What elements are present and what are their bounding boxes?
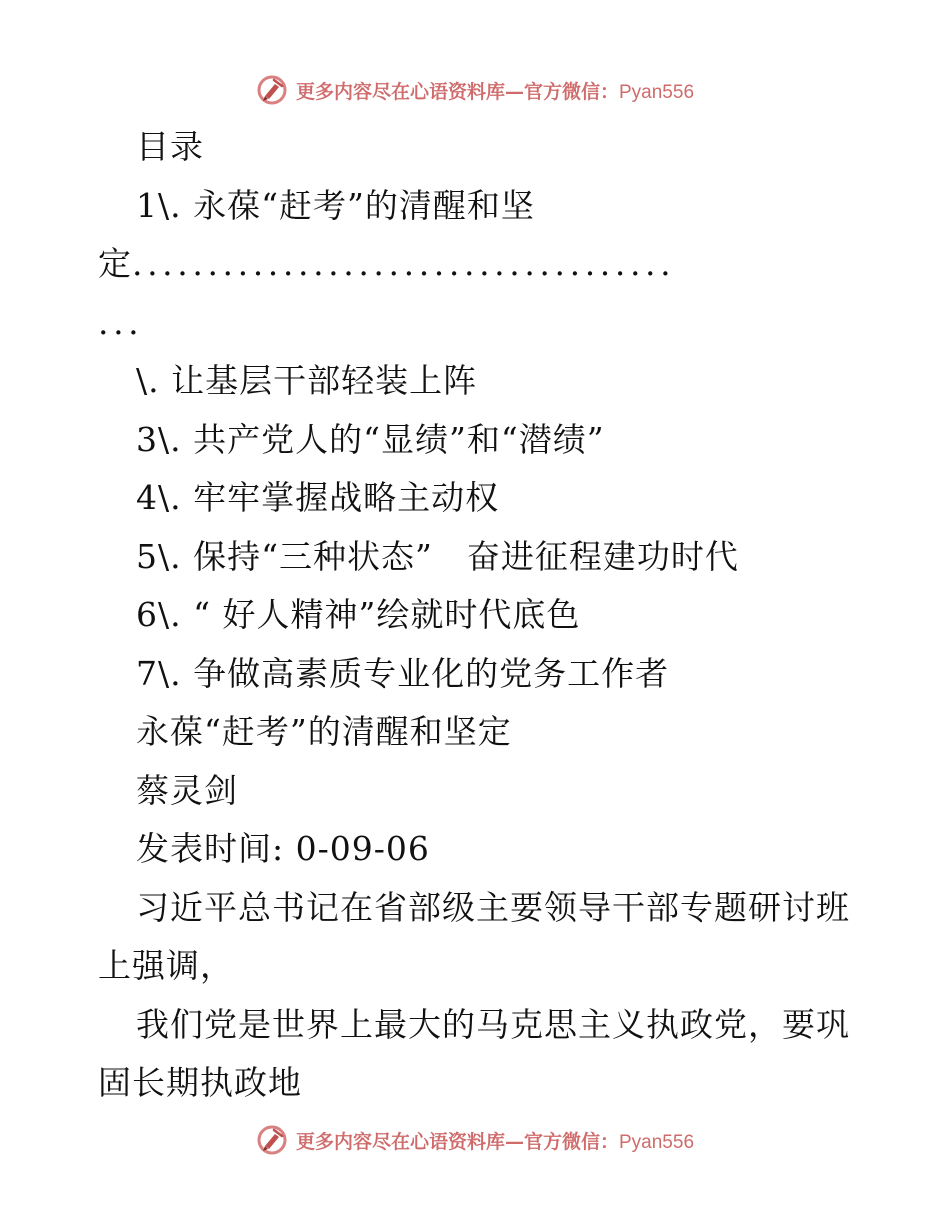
publish-date: 0-09-06: [295, 829, 430, 868]
publish-info: 发表时间: 0-09-06: [136, 829, 430, 868]
banner-text: 更多内容尽在心语资料库—官方微信：Pyan556: [295, 1130, 695, 1153]
toc-item-1-continuation: 定....................................: [98, 244, 676, 283]
pen-nib-logo-icon: [256, 74, 288, 106]
article-author: 蔡灵剑: [136, 770, 238, 810]
article-title: 永葆“赶考”的清醒和坚定: [136, 712, 512, 751]
paragraph-2-line-2: 固长期执政地: [98, 1063, 302, 1102]
toc-item-7: 7\. 争做高素质专业化的党务工作者: [136, 653, 670, 693]
pen-nib-logo-icon: [256, 1124, 288, 1156]
toc-item-2: \. 让基层干部轻装上阵: [136, 361, 478, 400]
toc-item-4: 4\. 牢牢掌握战略主动权: [136, 478, 500, 517]
toc-item-5: 5\. 保持“三种状态” 奋进征程建功时代: [136, 536, 739, 576]
toc-heading: 目录: [136, 127, 204, 166]
wechat-id: Pyan556: [619, 1131, 695, 1153]
header-banner: [0, 70, 950, 110]
document-body: [98, 118, 858, 1113]
paragraph-1-line-2: 上强调，: [98, 946, 234, 985]
wechat-id: Pyan556: [619, 81, 695, 103]
toc-leader-dots: ....................................: [132, 244, 676, 283]
banner-text: 更多内容尽在心语资料库—官方微信：Pyan556: [295, 80, 695, 103]
paragraph-2-line-1: 我们党是世界上最大的马克思主义执政党，要巩: [136, 1004, 850, 1044]
toc-item-3: 3\. 共产党人的“显绩”和“潜绩”: [136, 419, 605, 459]
toc-item-6: 6\. “ 好人精神”绘就时代底色: [136, 595, 581, 634]
footer-banner: [0, 1120, 950, 1160]
toc-item-1: 1\. 永葆“赶考”的清醒和坚: [136, 185, 535, 225]
paragraph-1-line-1: 习近平总书记在省部级主要领导干部专题研讨班: [136, 887, 850, 927]
toc-item-1-dots: ...: [98, 302, 144, 342]
